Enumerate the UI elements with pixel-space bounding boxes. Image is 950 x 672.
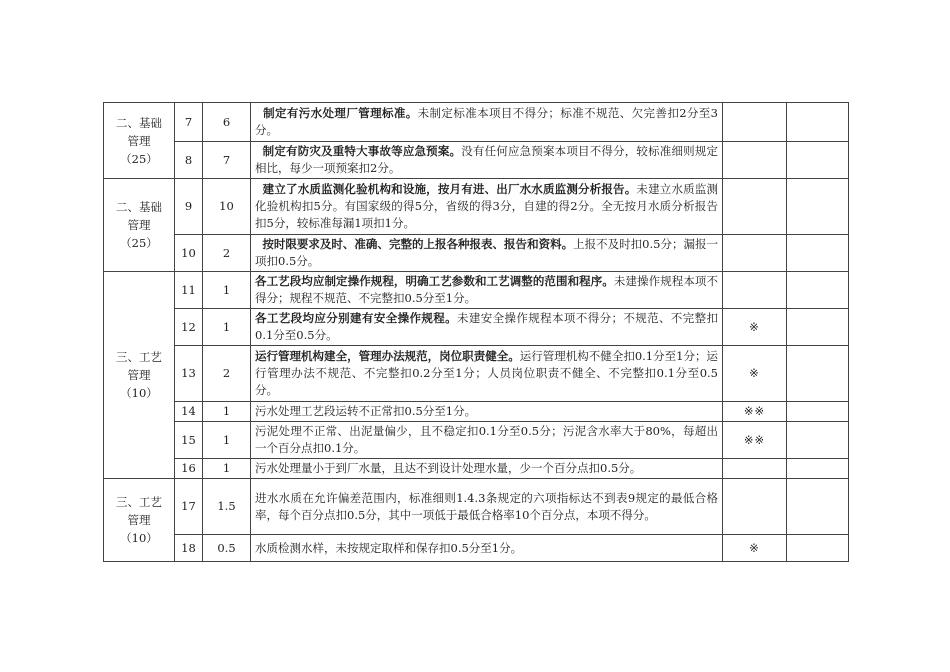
item-mark xyxy=(723,272,787,309)
category-cell xyxy=(104,479,175,562)
item-number: 15 xyxy=(175,422,203,459)
item-mark xyxy=(723,142,787,179)
category-line: 管理 xyxy=(127,513,151,527)
table-row xyxy=(104,272,849,309)
category-line: 管理 xyxy=(127,133,151,148)
category-line: （10） xyxy=(120,386,158,400)
item-mark: ※ xyxy=(723,309,787,346)
item-score: 6 xyxy=(203,103,251,142)
item-score: 1.5 xyxy=(203,479,251,535)
category-line: （25） xyxy=(120,236,158,250)
item-title: 制定有污水处理厂管理标准。 xyxy=(263,106,418,120)
item-number: 14 xyxy=(175,402,203,422)
item-criteria: 水质检测水样，未按规定取样和保存扣0.5分至1分。 xyxy=(255,540,523,555)
item-score: 2 xyxy=(203,346,251,402)
item-description xyxy=(251,422,723,459)
item-title: 运行管理机构建全，管理办法规范，岗位职责健全。 xyxy=(255,349,520,363)
category-line: 二、基础 xyxy=(116,115,162,130)
table-row xyxy=(104,479,849,535)
item-mark xyxy=(723,235,787,272)
category-line: 管理 xyxy=(127,218,151,232)
blank-cell xyxy=(787,422,849,459)
item-number: 7 xyxy=(175,103,203,142)
category-line: （10） xyxy=(120,531,158,545)
item-description xyxy=(251,179,723,235)
table-row xyxy=(104,179,849,235)
item-criteria: 未建操作规程本项不得分；规程不规范、不完整扣0.5分至1分。 xyxy=(255,274,719,305)
blank-cell xyxy=(787,459,849,479)
item-criteria: 未建安全操作规程本项不得分；不规范、不完整扣0.1分至0.5分。 xyxy=(255,311,719,342)
item-criteria: 未建立水质监测化验机构扣5分。有国家级的得5分，省级的得3分，自建的得2分。全无按月水质分析报告扣5分，较标准每漏1项扣1分。 xyxy=(255,182,718,230)
blank-cell xyxy=(787,235,849,272)
table-row xyxy=(104,235,849,272)
item-mark xyxy=(723,103,787,142)
item-title: 建立了水质监测化验机构和设施，按月有进、出厂水水质监测分析报告。 xyxy=(262,182,637,196)
blank-cell xyxy=(787,142,849,179)
item-description xyxy=(251,479,723,535)
item-score: 1 xyxy=(203,422,251,459)
item-title: 各工艺段均应分别建有安全操作规程。 xyxy=(255,311,457,325)
item-criteria: 运行管理机构不健全扣0.1分至1分；运行管理办法不规范、不完整扣0.2分至1分；人员岗位职责不健全、不完整扣0.1分至0.5分。 xyxy=(255,349,718,397)
item-criteria: 污泥处理不正常、出泥量偏少，且不稳定扣0.1分至0.5分；污泥含水率大于80%，每超出一个百分点扣0.1分。 xyxy=(255,424,718,455)
table-row xyxy=(104,402,849,422)
item-description xyxy=(251,402,723,422)
category-line: 三、工艺 xyxy=(116,350,162,364)
item-criteria: 进水水质在允许偏差范围内，标准细则1.4.3条规定的六项指标达不到表9规定的最低合格率，每个百分点扣0.5分，其中一项低于最低合格率10个百分点，本项不得分。 xyxy=(255,490,718,522)
blank-cell xyxy=(787,402,849,422)
item-mark: ※※ xyxy=(723,402,787,422)
item-description xyxy=(251,235,723,272)
category-line: 二、基础 xyxy=(116,200,162,214)
item-description xyxy=(251,346,723,402)
item-number: 8 xyxy=(175,142,203,179)
item-number: 18 xyxy=(175,535,203,562)
item-title: 各工艺段均应制定操作规程，明确工艺参数和工艺调整的范围和程序。 xyxy=(255,274,614,288)
item-mark xyxy=(723,179,787,235)
item-criteria: 污水处理工艺段运转不正常扣0.5分至1分。 xyxy=(255,404,477,418)
item-criteria: 没有任何应急预案本项目不得分，较标准细则规定相比，每少一项预案扣2分。 xyxy=(255,144,719,175)
item-criteria: 未制定标准本项目不得分；标准不规范、欠完善扣2分至3分。 xyxy=(255,106,719,137)
item-score: 1 xyxy=(203,459,251,479)
blank-cell xyxy=(787,309,849,346)
item-number: 12 xyxy=(175,309,203,346)
item-number: 9 xyxy=(175,179,203,235)
item-mark: ※ xyxy=(723,535,787,562)
table-row xyxy=(104,346,849,402)
item-mark: ※※ xyxy=(723,422,787,459)
category-cell xyxy=(104,179,175,272)
blank-cell xyxy=(787,535,849,562)
table-row xyxy=(104,459,849,479)
table-row xyxy=(104,535,849,562)
item-description xyxy=(251,535,723,562)
item-score: 1 xyxy=(203,309,251,346)
category-line: 管理 xyxy=(127,368,151,382)
blank-cell xyxy=(787,179,849,235)
item-description xyxy=(251,142,723,179)
item-title: 制定有防灾及重特大事故等应急预案。 xyxy=(262,144,462,158)
item-score: 0.5 xyxy=(203,535,251,562)
item-number: 10 xyxy=(175,235,203,272)
table-row xyxy=(104,103,849,142)
category-cell xyxy=(104,103,175,179)
item-number: 16 xyxy=(175,459,203,479)
category-line: 三、工艺 xyxy=(116,495,162,509)
item-criteria: 上报不及时扣0.5分；漏报一项扣0.5分。 xyxy=(255,237,719,268)
blank-cell xyxy=(787,272,849,309)
item-mark xyxy=(723,459,787,479)
item-number: 11 xyxy=(175,272,203,309)
item-description xyxy=(251,103,723,142)
table-row xyxy=(104,309,849,346)
item-mark xyxy=(723,479,787,535)
blank-cell xyxy=(787,346,849,402)
item-criteria: 污水处理量小于到厂水量，且达不到设计处理水量，少一个百分点扣0.5分。 xyxy=(255,461,642,475)
item-score: 10 xyxy=(203,179,251,235)
item-score: 1 xyxy=(203,402,251,422)
table-row xyxy=(104,142,849,179)
item-number: 13 xyxy=(175,346,203,402)
item-title: 按时限要求及时、准确、完整的上报各种报表、报告和资料。 xyxy=(262,237,574,251)
item-description xyxy=(251,272,723,309)
category-line: （25） xyxy=(120,151,158,166)
item-score: 2 xyxy=(203,235,251,272)
item-mark: ※ xyxy=(723,346,787,402)
table-row xyxy=(104,422,849,459)
item-description xyxy=(251,459,723,479)
scoring-table xyxy=(103,102,849,562)
blank-cell xyxy=(787,103,849,142)
item-number: 17 xyxy=(175,479,203,535)
category-cell xyxy=(104,272,175,479)
item-score: 7 xyxy=(203,142,251,179)
item-description xyxy=(251,309,723,346)
item-score: 1 xyxy=(203,272,251,309)
blank-cell xyxy=(787,479,849,535)
